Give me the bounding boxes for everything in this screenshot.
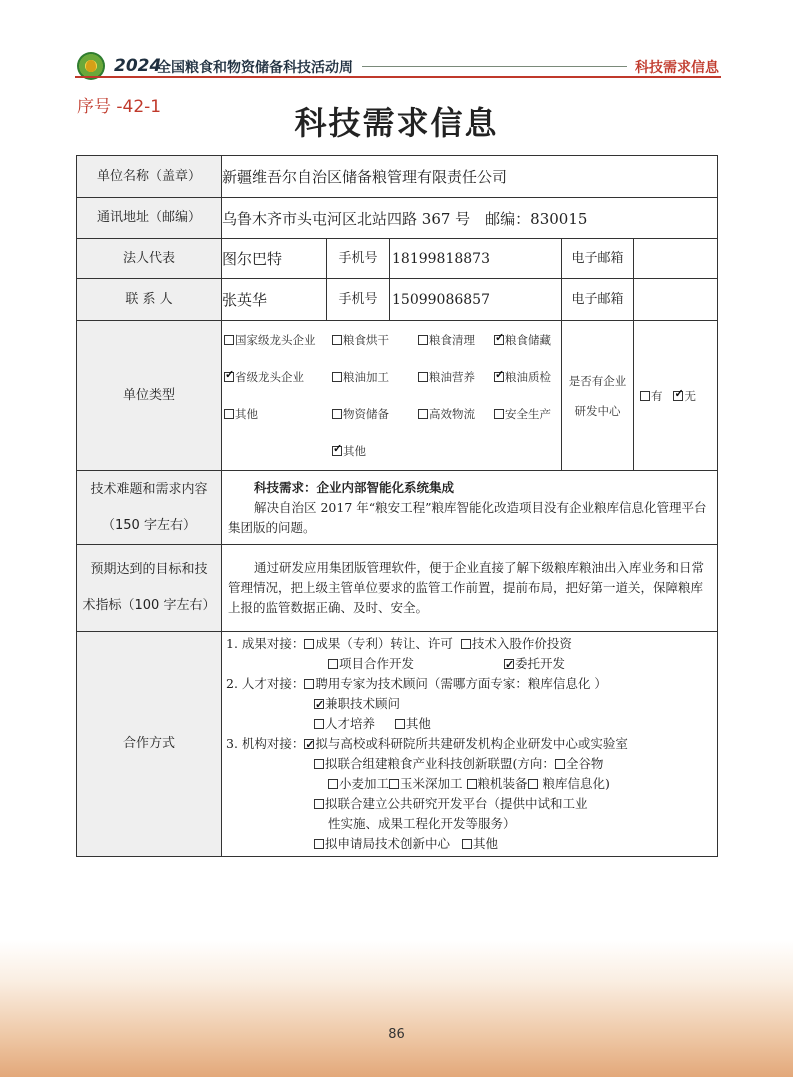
coop-row-org-1 (226, 734, 713, 754)
coop-row-results-2 (226, 654, 713, 674)
tech-equity-checkbox[interactable] (461, 639, 471, 649)
legal-rep-value: 图尔巴特 (222, 239, 327, 279)
tech-problem-heading: 科技需求：企业内部智能化系统集成 (254, 479, 455, 495)
unit-type-option-label: 其他 (343, 444, 366, 458)
unit-type-option-label: 安全生产 (505, 407, 551, 421)
tech-problem-text: 解决自治区 2017 年“粮安工程”粮库智能化改造项目没有企业粮库信息化管理平台集团版的问题。 (228, 499, 707, 535)
coop-row-org-3 (226, 774, 713, 794)
unit-type-checkbox[interactable] (418, 372, 428, 382)
talent-training-label: 人才培养 (325, 716, 376, 731)
unit-type-option (332, 369, 418, 385)
talent-other-checkbox[interactable] (395, 719, 405, 729)
part-time-advisor-checkbox[interactable] (314, 699, 324, 709)
innovation-alliance-label: 拟联合组建粮食产业科技创新联盟(方向： (325, 756, 555, 771)
demand-form-table (76, 155, 718, 857)
unit-type-option (224, 369, 332, 385)
rd-yes-label: 有 (651, 388, 663, 403)
unit-name-value: 新疆维吾尔自治区储备粮管理有限责任公司 (222, 156, 718, 198)
unit-type-option (332, 332, 418, 348)
header-section-label: 科技需求信息 (635, 60, 719, 76)
coop-label: 合作方式 (77, 632, 222, 857)
unit-type-checkbox[interactable] (418, 335, 428, 345)
legal-phone-label: 手机号 (327, 239, 390, 279)
corn-processing-checkbox[interactable] (389, 779, 399, 789)
unit-type-option-label: 粮油营养 (429, 370, 475, 384)
unit-name-label: 单位名称（盖章） (77, 156, 222, 198)
coop-results-prefix: 1. 成果对接： (226, 636, 305, 651)
contact-value: 张英华 (222, 279, 327, 321)
depot-informatization-checkbox[interactable] (528, 779, 538, 789)
unit-type-checkbox[interactable] (332, 409, 342, 419)
legal-email-label: 电子邮箱 (562, 239, 634, 279)
page-number: 86 (388, 1027, 405, 1042)
unit-type-checkbox[interactable] (418, 409, 428, 419)
unit-type-checkbox[interactable] (224, 335, 234, 345)
coop-row-talent-3 (226, 714, 713, 734)
unit-type-checkbox[interactable] (494, 409, 504, 419)
public-platform-label: 拟联合建立公共研究开发平台（提供中试和工业 (325, 796, 588, 811)
footer-gradient (0, 940, 793, 1077)
unit-type-option-label: 高效物流 (429, 407, 475, 421)
header-divider (362, 66, 627, 67)
coop-talent-prefix: 2. 人才对接： (226, 676, 305, 691)
depot-informatization-label: 粮库信息化) (542, 776, 610, 791)
grain-machinery-checkbox[interactable] (467, 779, 477, 789)
unit-type-option (494, 332, 570, 348)
part-time-advisor-label: 兼职技术顾问 (325, 696, 401, 711)
unit-type-option (418, 406, 494, 422)
unit-type-option (224, 406, 332, 422)
contact-phone-label: 手机号 (327, 279, 390, 321)
page-header (0, 0, 793, 90)
org-other-label: 其他 (472, 836, 498, 851)
joint-rd-center-label: 拟与高校或科研院所共建研发机构企业研发中心或实验室 (315, 736, 628, 751)
header-underline (75, 76, 721, 78)
unit-type-option (418, 332, 494, 348)
legal-phone-value: 18199818873 (390, 239, 562, 279)
unit-type-checkbox[interactable] (224, 372, 234, 382)
unit-type-option-label: 粮食清理 (429, 333, 475, 347)
contact-label: 联 系 人 (77, 279, 222, 321)
coop-row-org-5 (226, 814, 713, 834)
tech-equity-label: 技术入股作价投资 (471, 636, 572, 651)
joint-rd-center-checkbox[interactable] (304, 739, 314, 749)
commissioned-dev-label: 委托开发 (515, 656, 566, 671)
unit-type-option (332, 406, 418, 422)
tech-problem-label-line2: （150 字左右） (102, 517, 196, 533)
unit-type-option-label: 粮食储藏 (505, 333, 551, 347)
coop-row-org-2 (226, 754, 713, 774)
rd-no-checkbox[interactable] (673, 391, 683, 401)
unit-type-checkbox[interactable] (494, 335, 504, 345)
page-title: 科技需求信息 (294, 104, 499, 142)
unit-type-option-label: 物资储备 (343, 407, 389, 421)
grain-machinery-label: 粮机装备 (477, 776, 528, 791)
innovation-center-checkbox[interactable] (314, 839, 324, 849)
corn-processing-label: 玉米深加工 (400, 776, 463, 791)
patent-transfer-checkbox[interactable] (304, 639, 314, 649)
unit-type-option-label: 其他 (235, 407, 258, 421)
unit-type-checkbox[interactable] (224, 409, 234, 419)
unit-type-label: 单位类型 (77, 321, 222, 471)
org-other-checkbox[interactable] (462, 839, 472, 849)
unit-type-options (222, 321, 562, 471)
tech-problem-content (222, 471, 718, 545)
unit-type-option-label: 粮油质检 (505, 370, 551, 384)
unit-type-option (332, 443, 418, 459)
address-label: 通讯地址（邮编） (77, 198, 222, 239)
unit-type-option-label: 国家级龙头企业 (235, 333, 316, 347)
tech-problem-label-line1: 技术难题和需求内容 (90, 481, 208, 497)
innovation-alliance-checkbox[interactable] (314, 759, 324, 769)
unit-type-option (494, 406, 570, 422)
expert-advisor-checkbox[interactable] (304, 679, 314, 689)
unit-type-option-label: 粮油加工 (343, 370, 389, 384)
rd-no-label: 无 (684, 388, 696, 403)
innovation-center-label: 拟申请局技术创新中心 (325, 836, 451, 851)
header-year: 2024 (114, 56, 162, 76)
unit-type-option-label: 省级龙头企业 (235, 370, 304, 384)
unit-type-checkbox[interactable] (494, 372, 504, 382)
public-platform-label-cont: 性实施、成果工程化开发等服务） (328, 816, 516, 831)
expert-advisor-label: 聘用专家为技术顾问（需哪方面专家：粮库信息化 ） (315, 676, 607, 691)
address-value: 乌鲁木齐市头屯河区北站四路 367 号 邮编：830015 (222, 198, 718, 239)
goal-content (222, 545, 718, 632)
contact-email-value (634, 279, 718, 321)
commissioned-dev-checkbox[interactable] (504, 659, 514, 669)
coop-row-org-4 (226, 794, 713, 814)
serial-number: 序号 -42-1 (77, 97, 162, 117)
whole-grain-checkbox[interactable] (555, 759, 565, 769)
public-platform-checkbox[interactable] (314, 799, 324, 809)
unit-type-option-label: 粮食烘干 (343, 333, 389, 347)
coop-row-talent-1 (226, 674, 713, 694)
unit-type-option (224, 332, 332, 348)
coop-org-prefix: 3. 机构对接： (226, 736, 305, 751)
header-event-title: 全国粮食和物资储备科技活动周 (157, 60, 353, 76)
unit-type-checkbox[interactable] (332, 335, 342, 345)
coop-content (222, 632, 718, 857)
goal-label (77, 545, 222, 632)
unit-type-checkbox[interactable] (332, 372, 342, 382)
unit-type-option (494, 369, 570, 385)
rd-yes-checkbox[interactable] (640, 391, 650, 401)
unit-type-option (418, 369, 494, 385)
goal-text: 通过研发应用集团版管理软件，便于企业直接了解下级粮库粮油出入库业务和日常管理情况，把上级主管单位要求的监管工作前置，提前布局，把好第一道关，保障粮库上报的监管数据正确、及时、安全。 (228, 560, 705, 615)
talent-other-label: 其他 (405, 716, 431, 731)
goal-label-line1: 预期达到的目标和技 (90, 562, 208, 577)
rd-center-options (634, 321, 718, 471)
coop-row-org-6 (226, 834, 713, 854)
whole-grain-label: 全谷物 (565, 756, 604, 771)
contact-phone-value: 15099086857 (390, 279, 562, 321)
tech-problem-label (77, 471, 222, 545)
patent-transfer-label: 成果（专利）转让、许可 (315, 636, 453, 651)
joint-dev-label: 项目合作开发 (339, 656, 415, 671)
goal-label-line2: 术指标（100 字左右） (82, 598, 216, 613)
legal-rep-label: 法人代表 (77, 239, 222, 279)
joint-dev-checkbox[interactable] (328, 659, 338, 669)
coop-row-results-1 (226, 634, 713, 654)
coop-row-talent-2 (226, 694, 713, 714)
wheat-processing-label: 小麦加工 (339, 776, 390, 791)
unit-type-checkbox[interactable] (332, 446, 342, 456)
wheat-processing-checkbox[interactable] (328, 779, 338, 789)
talent-training-checkbox[interactable] (314, 719, 324, 729)
rd-center-label: 是否有企业研发中心 (562, 321, 634, 471)
legal-email-value (634, 239, 718, 279)
contact-email-label: 电子邮箱 (562, 279, 634, 321)
